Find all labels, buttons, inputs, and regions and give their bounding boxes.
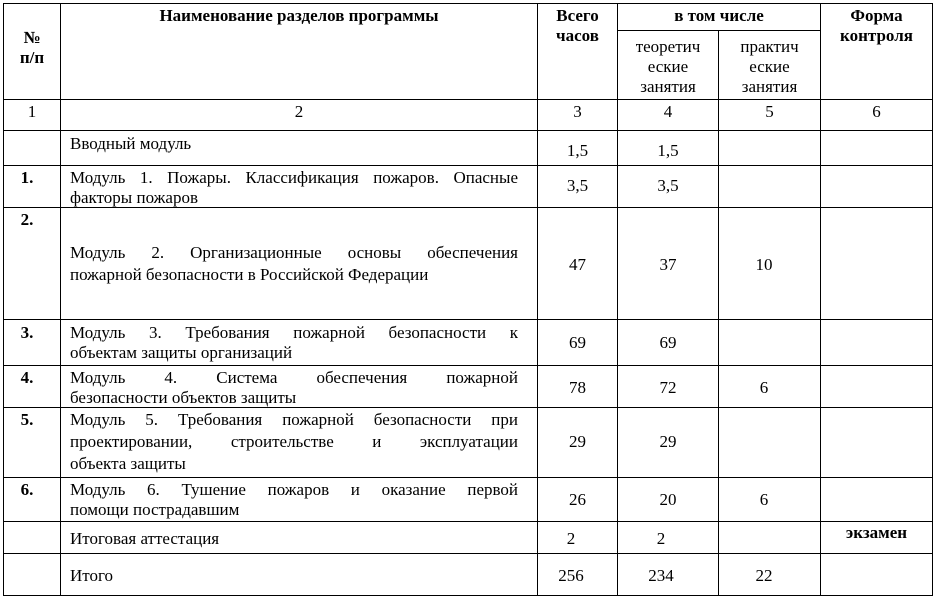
row-line: [3, 553, 933, 554]
row-name: Итоговая аттестация: [70, 529, 220, 548]
header-theory-line: еские: [647, 57, 689, 76]
column-line: [820, 3, 821, 596]
header-num-line: п/п: [19, 48, 45, 67]
row-total: 3,5: [566, 176, 589, 195]
row-num: 6.: [20, 480, 34, 499]
header-practice-line: занятия: [741, 77, 798, 96]
table-border-left: [3, 3, 4, 596]
header-including: в том числе: [674, 6, 764, 25]
row-name: факторы пожаров: [70, 188, 198, 207]
column-line: [60, 3, 61, 596]
row-num: 1.: [20, 168, 34, 187]
header-total-line: Всего: [556, 6, 599, 25]
row-total: 47: [569, 255, 586, 274]
row-name: Модуль 3. Требования пожарной безопасности к: [70, 323, 518, 342]
header-practice-line: еские: [749, 57, 790, 76]
header-name: Наименование разделов программы: [159, 6, 439, 25]
row-theory: 72: [659, 378, 677, 397]
header-practice: [719, 37, 820, 97]
row-name: Модуль 5. Требования пожарной безопасности при: [70, 410, 518, 429]
row-total: 2: [566, 529, 576, 548]
table-border-right: [932, 3, 933, 596]
header-control-line: контроля: [840, 26, 913, 45]
header-control: [821, 6, 932, 46]
header-total: [538, 6, 617, 46]
row-line: [3, 319, 933, 320]
table-border-bottom: [3, 595, 933, 596]
row-practice: 6: [759, 490, 769, 509]
column-number: 3: [573, 102, 582, 121]
header-bottom-line: [3, 99, 933, 100]
row-name: объектам защиты организаций: [70, 343, 293, 362]
row-theory: 1,5: [657, 141, 679, 160]
row-theory: 2: [656, 529, 666, 548]
row-total: 256: [558, 566, 584, 585]
row-theory: 20: [659, 490, 677, 509]
row-total: 78: [569, 378, 586, 397]
row-name: Модуль 1. Пожары. Классификация пожаров. Опасные: [70, 168, 518, 187]
row-num: 5.: [20, 410, 34, 429]
column-number: 1: [27, 102, 37, 121]
header-num: [4, 28, 60, 68]
column-number: 6: [872, 102, 881, 121]
row-num: 4.: [20, 368, 34, 387]
header-theory: [618, 37, 718, 97]
row-name: пожарной безопасности в Российской Федерации: [70, 265, 429, 284]
header-theory-line: занятия: [640, 77, 696, 96]
row-theory: 29: [659, 432, 677, 451]
row-total: 1,5: [566, 141, 589, 160]
row-line: [3, 521, 933, 522]
row-name: Вводный модуль: [70, 134, 192, 153]
row-control: экзамен: [845, 523, 908, 542]
row-name: объекта защиты: [70, 454, 186, 473]
row-total: 69: [569, 333, 586, 352]
header-total-line: часов: [556, 26, 599, 45]
column-number: 4: [663, 102, 673, 121]
row-theory: 234: [648, 566, 674, 585]
row-line: [3, 477, 933, 478]
row-line: [3, 165, 933, 166]
row-name: Модуль 6. Тушение пожаров и оказание первой: [70, 480, 518, 499]
row-name: безопасности объектов защиты: [70, 388, 297, 407]
column-number: 2: [294, 102, 304, 121]
row-practice: 10: [755, 255, 773, 274]
header-theory-line: теоретич: [635, 37, 701, 56]
row-total: 26: [569, 490, 586, 509]
row-theory: 3,5: [657, 176, 679, 195]
row-theory: 69: [659, 333, 677, 352]
row-practice: 22: [755, 566, 773, 585]
row-name: Модуль 2. Организационные основы обеспечения: [70, 243, 518, 262]
row-total: 29: [569, 432, 586, 451]
row-num: 3.: [20, 323, 34, 342]
row-name: проектировании, строительстве и эксплуатации: [70, 432, 518, 451]
row-theory: 37: [659, 255, 677, 274]
row-name: Итого: [70, 566, 114, 585]
header-practice-line: практич: [740, 37, 799, 56]
row-name: Модуль 4. Система обеспечения пожарной: [70, 368, 518, 387]
header-num-line: №: [23, 28, 41, 47]
row-line: [3, 130, 933, 131]
row-line: [3, 365, 933, 366]
row-num: 2.: [20, 210, 34, 229]
table-border-top: [3, 3, 933, 4]
column-number: 5: [765, 102, 774, 121]
row-practice: 6: [759, 378, 769, 397]
header-control-line: Форма: [850, 6, 903, 25]
row-name: помощи пострадавшим: [70, 500, 240, 519]
